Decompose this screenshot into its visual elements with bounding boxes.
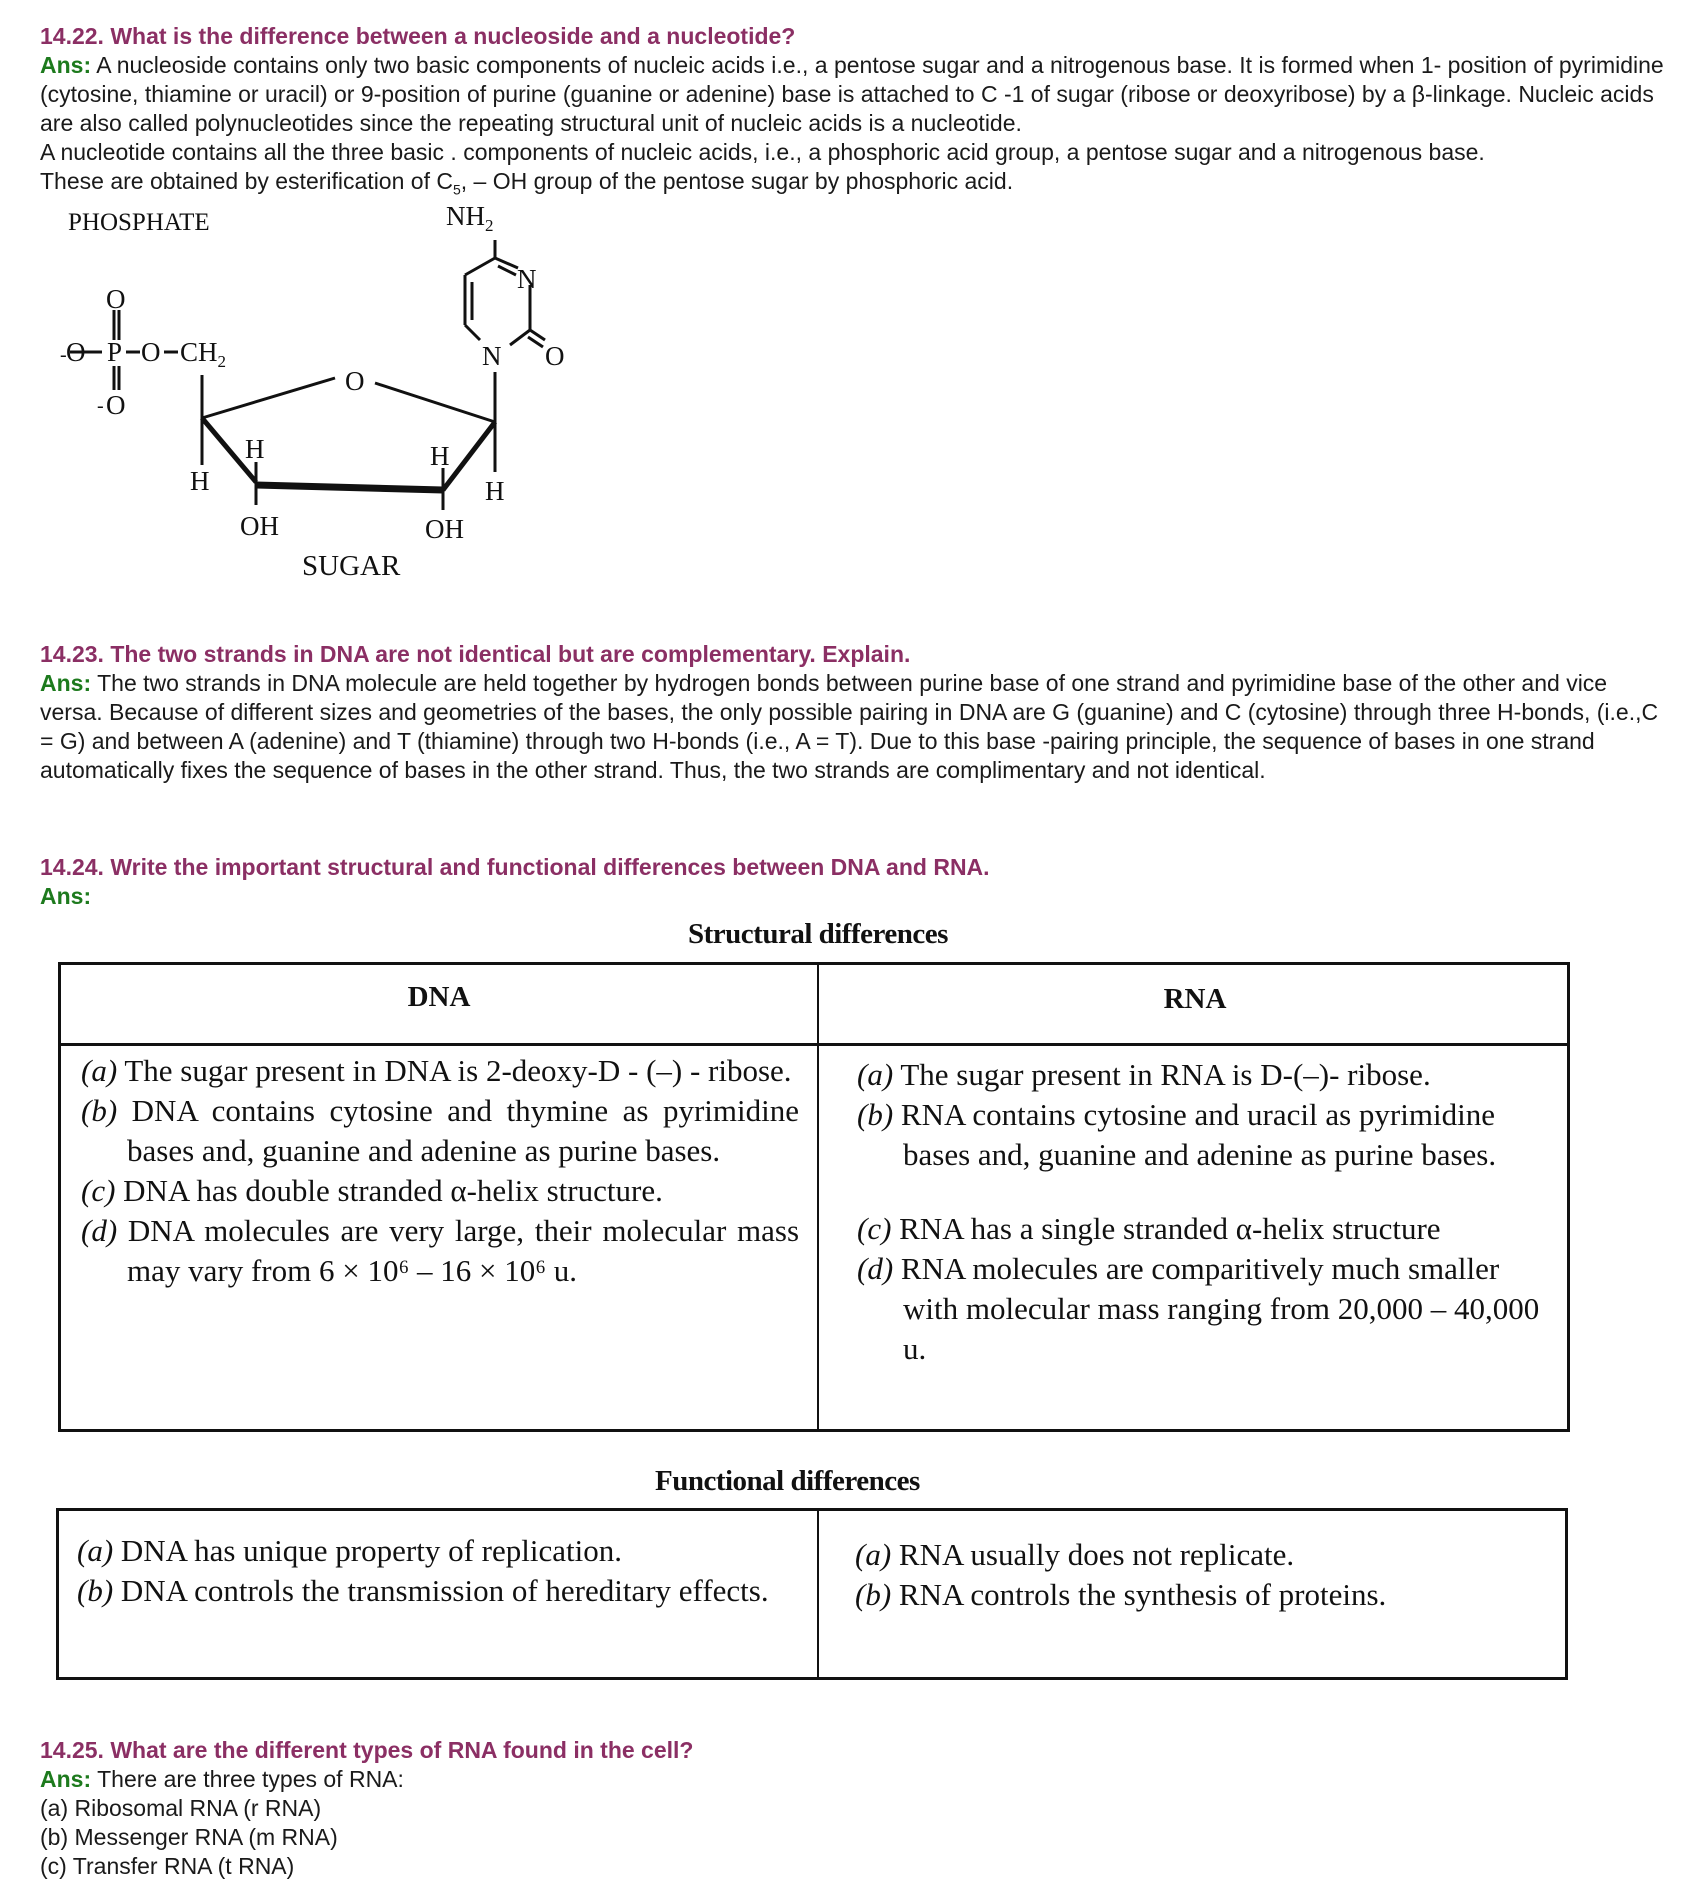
list-item: (a) DNA has unique property of replication. — [77, 1533, 622, 1568]
subscript: 5 — [452, 181, 461, 198]
hydroxyl-label: OH — [240, 511, 279, 541]
nitrogen-label: N — [482, 341, 502, 371]
header-divider — [61, 1043, 1567, 1046]
list-item: (b) DNA contains cytosine and thymine as pyrimidine bases and, guanine and adenine as purine bases. — [81, 1093, 800, 1168]
answer-label: Ans: — [40, 1766, 92, 1792]
list-item: (a) The sugar present in RNA is D-(–)- ribose. — [857, 1057, 1431, 1092]
column-divider — [817, 1511, 819, 1677]
nucleotide-structure-diagram — [40, 200, 620, 590]
dna-functional-cell — [77, 1531, 803, 1611]
list-item: (b) DNA controls the transmission of hereditary effects. — [77, 1573, 769, 1608]
answer-label: Ans: — [40, 883, 92, 909]
answer-text: There are three types of RNA: — [91, 1766, 404, 1792]
carbonyl-oxygen-label: O — [545, 341, 565, 371]
list-item: (b) RNA contains cytosine and uracil as pyrimidine bases and, guanine and adenine as purine bases. — [857, 1097, 1497, 1172]
oxygen-label: O — [106, 390, 126, 420]
list-item: (d) DNA molecules are very large, their molecular mass may vary from 6 × 10⁶ – 16 × 10⁶ u. — [81, 1213, 800, 1288]
header-dna: DNA — [407, 981, 471, 1013]
answer-14-22 — [40, 51, 1670, 205]
rna-type-item: (b) Messenger RNA (m RNA) — [40, 1824, 338, 1850]
sugar-label: SUGAR — [302, 550, 401, 582]
answer-label: Ans: — [40, 52, 92, 78]
ring-oxygen-label: O — [345, 366, 365, 396]
answer-14-25 — [40, 1765, 1670, 1881]
rna-type-item: (a) Ribosomal RNA (r RNA) — [40, 1795, 322, 1821]
oxygen-label: O — [66, 337, 86, 367]
answer-text: A nucleoside contains only two basic components of nucleic acids i.e., a pentose sugar and a nitrogenous base. It is formed when 1- position of pyrimidine (cytosine, thiamine or uracil) or 9-position of purine (guanine or adenine) base is attached to C -1 of sugar (ribose or deoxyribose) by a β-linkage. Nucleic acids are also called polynucleotides since the repeating structural unit of nucleic acids is a nucleotide. — [40, 52, 1664, 136]
list-item: (b) RNA controls the synthesis of proteins. — [855, 1577, 1387, 1612]
rna-type-item: (c) Transfer RNA (t RNA) — [40, 1853, 295, 1879]
answer-14-23 — [40, 669, 1670, 785]
minus-sign: - — [97, 395, 104, 417]
answer-text: A nucleotide contains all the three basic . components of nucleic acids, i.e., a phosphoric acid group, a pentose sugar and a nitrogenous base. — [40, 139, 1485, 165]
phosphorus-label: P — [107, 337, 123, 367]
list-item: (a) The sugar present in DNA is 2-deoxy-D - (–) - ribose. — [81, 1053, 792, 1088]
dna-structural-cell — [81, 1051, 799, 1291]
structural-differences-title: Structural differences — [688, 918, 948, 950]
ch2-label: $CH_2$ — [180, 337, 227, 371]
minus-sign: - — [60, 344, 67, 366]
nh2-label: $NH_2$ — [446, 201, 494, 235]
rna-functional-cell — [855, 1535, 1555, 1615]
hydroxyl-label: OH — [425, 514, 464, 544]
answer-label: Ans: — [40, 670, 92, 696]
list-item: (d) RNA molecules are comparitively much smaller with molecular mass ranging from 20,000 – 40,000 u. — [857, 1251, 1540, 1366]
structural-differences-table — [58, 962, 1570, 1432]
question-14-25: 14.25. What are the different types of RNA found in the cell? — [40, 1737, 694, 1763]
question-14-23: 14.23. The two strands in DNA are not identical but are complementary. Explain. — [40, 641, 911, 667]
nitrogen-label: N — [517, 264, 537, 294]
hydrogen-label: H — [485, 476, 505, 506]
answer-text: The two strands in DNA molecule are held together by hydrogen bonds between purine base of one strand and pyrimidine base of the other and vice versa. Because of different sizes and geometries of the bases, the only possible pairing in DNA are G (guanine) and C (cytosine) through three H-bonds, (i.e.,C = G) and between A (adenine) and T (thiamine) through two H-bonds (i.e., A = T). Due to this base -pairing principle, the sequence of bases in one strand automatically fixes the sequence of bases in the other strand. Thus, the two strands are complimentary and not identical. — [40, 670, 1659, 783]
answer-text: , – OH group of the pentose sugar by phosphoric acid. — [460, 168, 1014, 194]
list-item: (c) RNA has a single stranded α-helix structure — [857, 1211, 1441, 1246]
list-item: (c) DNA has double stranded α-helix structure. — [81, 1173, 663, 1208]
answer-text: These are obtained by esterification of C — [40, 168, 453, 194]
nucleotide-svg — [40, 200, 620, 590]
functional-differences-table — [56, 1508, 1568, 1680]
rna-structural-cell — [857, 1055, 1557, 1369]
question-14-24: 14.24. Write the important structural and functional differences between DNA and RNA. — [40, 854, 990, 880]
hydrogen-label: H — [245, 434, 265, 464]
hydrogen-label: H — [430, 441, 450, 471]
hydrogen-label: H — [190, 466, 210, 496]
phosphate-label: PHOSPHATE — [68, 209, 210, 236]
list-item: (a) RNA usually does not replicate. — [855, 1537, 1295, 1572]
header-rna: RNA — [1163, 983, 1227, 1015]
oxygen-label: O — [141, 337, 161, 367]
column-divider — [817, 965, 819, 1429]
oxygen-label: O — [106, 284, 126, 314]
functional-differences-title: Functional differences — [655, 1465, 920, 1497]
question-14-22: 14.22. What is the difference between a nucleoside and a nucleotide? — [40, 23, 796, 49]
